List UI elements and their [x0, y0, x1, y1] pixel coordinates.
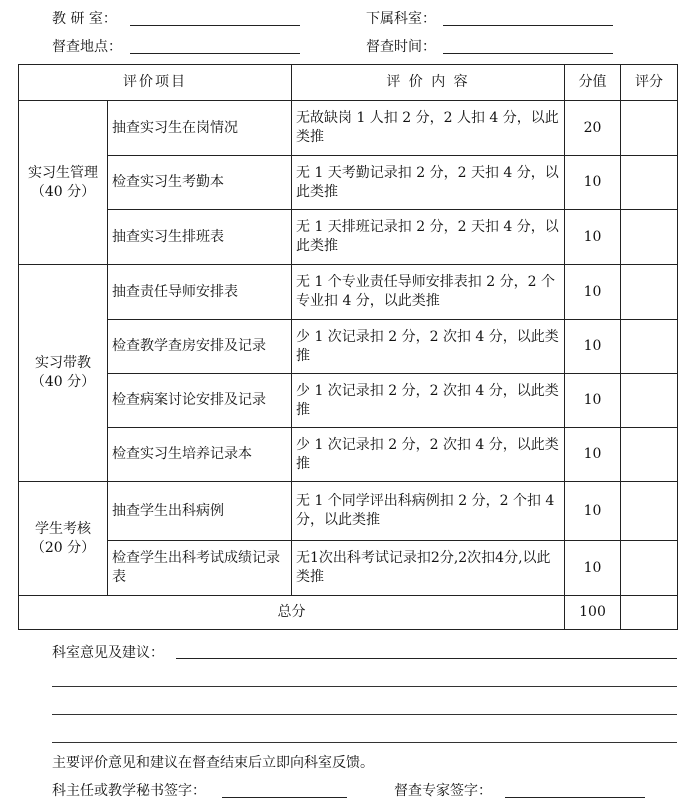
score-cell: 10: [565, 482, 621, 541]
score-cell: 10: [565, 156, 621, 210]
category-name: 学生考核: [35, 520, 91, 537]
score-cell: 10: [565, 265, 621, 320]
rating-cell[interactable]: [621, 265, 678, 320]
dept-label: 教 研 室：: [52, 11, 117, 27]
feedback-note: 主要评价意见和建议在督查结束后立即向科室反馈。: [52, 755, 374, 771]
time-field[interactable]: [443, 53, 613, 54]
total-rating-cell[interactable]: [621, 596, 678, 630]
content-cell: 无 1 个同学评出科病例扣 2 分，2 个扣 4 分，以此类推: [292, 482, 565, 541]
evaluation-table: [18, 64, 678, 630]
col-header-content: 评 价 内 容: [292, 65, 565, 101]
rating-cell[interactable]: [621, 320, 678, 374]
expert-sign-label: 督查专家签字：: [394, 783, 492, 799]
item-cell: 抽查实习生排班表: [108, 210, 292, 265]
table-row: [19, 210, 678, 265]
rating-cell[interactable]: [621, 541, 678, 596]
score-cell: 20: [565, 101, 621, 156]
director-sign-field[interactable]: [222, 797, 347, 798]
total-row: [19, 596, 678, 630]
category-cell: [19, 101, 108, 265]
dept-field[interactable]: [130, 25, 300, 26]
content-cell: 无 1 天考勤记录扣 2 分，2 天扣 4 分，以此类推: [292, 156, 565, 210]
score-cell: 10: [565, 374, 621, 428]
sub-dept-label: 下属科室：: [366, 11, 436, 27]
item-cell: 检查实习生考勤本: [108, 156, 292, 210]
score-cell: 10: [565, 210, 621, 265]
content-cell: 无 1 天排班记录扣 2 分，2 天扣 4 分，以此类推: [292, 210, 565, 265]
time-label: 督查时间：: [366, 39, 436, 55]
category-cell: [19, 482, 108, 596]
total-score: 100: [565, 596, 621, 630]
category-points: （40 分）: [30, 183, 96, 200]
opinion-line[interactable]: [52, 742, 677, 743]
item-cell: 检查实习生培养记录本: [108, 428, 292, 482]
table-header-row: [19, 65, 678, 101]
opinion-line[interactable]: [176, 658, 677, 659]
sub-dept-field[interactable]: [443, 25, 613, 26]
table-row: [19, 101, 678, 156]
col-header-item: 评价项目: [19, 65, 292, 101]
director-sign-label: 科主任或教学秘书签字：: [52, 783, 206, 799]
rating-cell[interactable]: [621, 101, 678, 156]
opinion-line[interactable]: [52, 686, 677, 687]
expert-sign-field[interactable]: [505, 797, 645, 798]
rating-cell[interactable]: [621, 156, 678, 210]
content-cell: 无1次出科考试记录扣2分,2次扣4分,以此类推: [292, 541, 565, 596]
content-cell: 无 1 个专业责任导师安排表扣 2 分，2 个专业扣 4 分，以此类推: [292, 265, 565, 320]
score-cell: 10: [565, 541, 621, 596]
item-cell: 检查病案讨论安排及记录: [108, 374, 292, 428]
rating-cell[interactable]: [621, 428, 678, 482]
content-cell: 少 1 次记录扣 2 分，2 次扣 4 分，以此类推: [292, 428, 565, 482]
content-cell: 无故缺岗 1 人扣 2 分，2 人扣 4 分，以此类推: [292, 101, 565, 156]
rating-cell[interactable]: [621, 482, 678, 541]
place-label: 督查地点：: [52, 39, 122, 55]
rating-cell[interactable]: [621, 210, 678, 265]
score-cell: 10: [565, 320, 621, 374]
table-row: [19, 265, 678, 320]
opinion-line[interactable]: [52, 714, 677, 715]
category-name: 实习带教: [35, 355, 91, 371]
col-header-score: 分值: [565, 65, 621, 101]
item-cell: 检查教学查房安排及记录: [108, 320, 292, 374]
total-label: 总分: [19, 596, 565, 630]
category-points: （40 分）: [30, 374, 96, 390]
table-row: [19, 541, 678, 596]
category-cell: [19, 265, 108, 482]
table-row: [19, 482, 678, 541]
item-cell: 抽查实习生在岗情况: [108, 101, 292, 156]
table-row: [19, 320, 678, 374]
place-field[interactable]: [130, 53, 300, 54]
item-cell: 抽查学生出科病例: [108, 482, 292, 541]
table-row: [19, 156, 678, 210]
table-row: [19, 374, 678, 428]
col-header-rating: 评分: [621, 65, 678, 101]
item-cell: 检查学生出科考试成绩记录表: [108, 541, 292, 596]
item-cell: 抽查责任导师安排表: [108, 265, 292, 320]
rating-cell[interactable]: [621, 374, 678, 428]
opinion-label: 科室意见及建议：: [52, 645, 164, 661]
content-cell: 少 1 次记录扣 2 分，2 次扣 4 分，以此类推: [292, 374, 565, 428]
content-cell: 少 1 次记录扣 2 分，2 次扣 4 分，以此类推: [292, 320, 565, 374]
category-points: （20 分）: [30, 539, 96, 556]
score-cell: 10: [565, 428, 621, 482]
category-name: 实习生管理: [28, 164, 98, 181]
table-row: [19, 428, 678, 482]
